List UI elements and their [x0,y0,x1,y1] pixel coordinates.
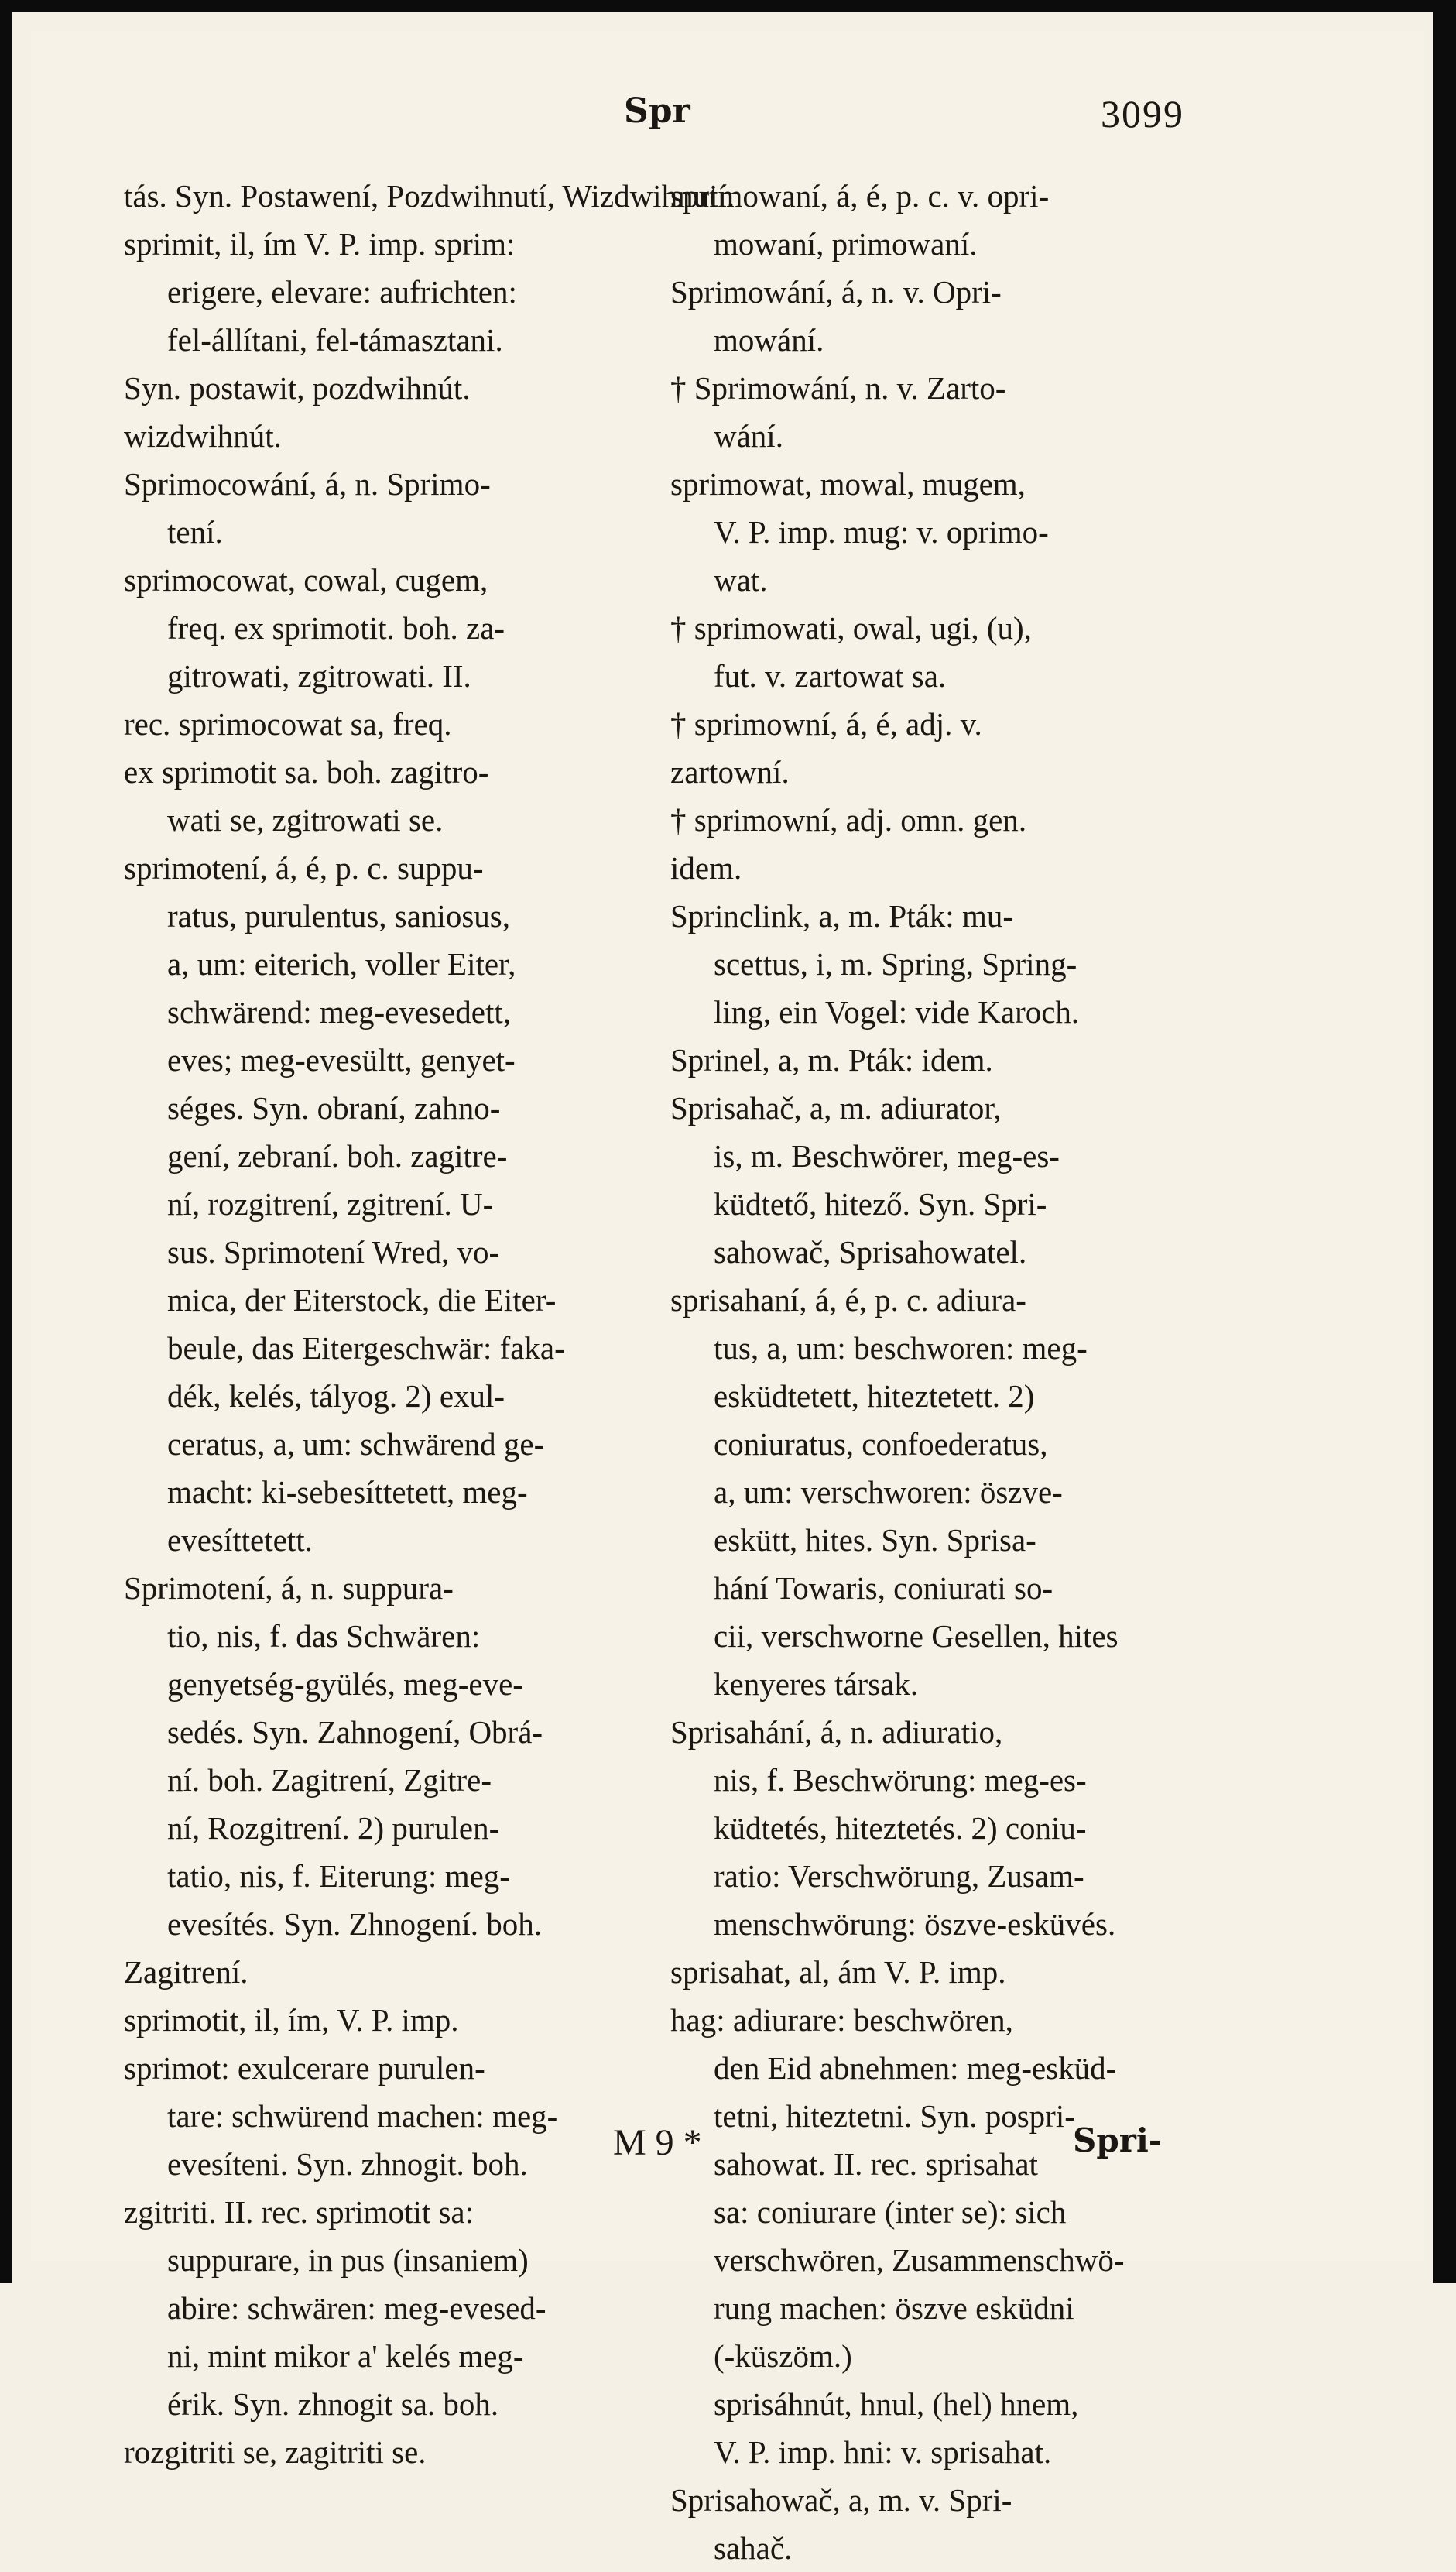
left-column-line: ní, rozgitrení, zgitrení. U- [167,1186,494,1222]
right-column-line: fut. v. zartowat sa. [714,658,947,694]
right-column-line: hání Towaris, coniurati so- [714,1570,1053,1606]
right-column [670,172,1220,2572]
right-column-line: Sprimowání, á, n. v. Opri- [670,274,1002,310]
left-column-line: Sprimocowání, á, n. Sprimo- [124,466,491,502]
right-column-line: küdtetés, hiteztetés. 2) coniu- [714,1810,1087,1846]
right-column-line: ratio: Verschwörung, Zusam- [714,1858,1084,1894]
right-column-line: sprimowaní, á, é, p. c. v. opri- [670,178,1050,214]
right-column-line: is, m. Beschwörer, meg-es- [714,1138,1060,1174]
right-column-line: esküdtetett, hiteztetett. 2) [714,1378,1035,1414]
right-column-line: küdtető, hitező. Syn. Spri- [714,1186,1047,1222]
right-column-line: sprimowat, mowal, mugem, [670,466,1026,502]
left-column-line: evesítés. Syn. Zhnogení. boh. [167,1906,542,1942]
right-column-line: coniuratus, confoederatus, [714,1426,1048,1462]
right-column-line: † Sprimowání, n. v. Zarto- [670,370,1006,406]
right-column-line: sprisáhnút, hnul, (hel) hnem, [714,2386,1079,2422]
page-footer [0,2121,1456,2176]
right-column-line: † sprimowní, adj. omn. gen. [670,802,1027,838]
right-column-line: zartowní. [670,754,790,790]
right-column-line: (-küszöm.) [714,2338,852,2374]
right-column-line: sprisahaní, á, é, p. c. adiura- [670,1282,1026,1318]
scan-border-top [0,0,1456,12]
left-column-line: ní, Rozgitrení. 2) purulen- [167,1810,500,1846]
left-column-line: tare: schwürend machen: meg- [167,2098,558,2134]
left-column-line: abire: schwären: meg-evesed- [167,2290,546,2326]
left-column-line: sus. Sprimotení Wred, vo- [167,1234,500,1270]
right-column-line: Sprisahač, a, m. adiurator, [670,1090,1002,1126]
right-column-line: wat. [714,562,768,598]
scan-border-left [0,0,12,2283]
left-column-line: mica, der Eiterstock, die Eiter- [167,1282,557,1318]
left-column-line: evesíteni. Syn. zhnogit. boh. [167,2146,528,2182]
left-column-line: séges. Syn. obraní, zahno- [167,1090,501,1126]
right-column-line: sahač. [714,2530,793,2566]
right-column-line: † sprimowati, owal, ugi, (u), [670,610,1032,646]
signature-mark: M 9 * [613,2122,702,2163]
right-column-line: rung machen: öszve esküdni [714,2290,1074,2326]
left-column-line: wizdwihnút. [124,418,282,454]
right-column-line: † sprimowní, á, é, adj. v. [670,706,982,742]
left-column-line: ní. boh. Zagitrení, Zgitre- [167,1762,492,1798]
left-column-line: ceratus, a, um: schwärend ge- [167,1426,545,1462]
right-column-line: tus, a, um: beschworen: meg- [714,1330,1088,1366]
left-column-line: evesíttetett. [167,1522,313,1558]
left-column-line: gitrowati, zgitrowati. II. [167,658,471,694]
right-column-line: V. P. imp. mug: v. oprimo- [714,514,1049,550]
right-column-line: sprisahat, al, ám V. P. imp. [670,1954,1006,1990]
right-column-line: mowání. [714,322,824,358]
right-column-line: V. P. imp. hni: v. sprisahat. [714,2434,1052,2470]
right-column-line: Sprinel, a, m. Pták: idem. [670,1042,993,1078]
right-column-line: wání. [714,418,783,454]
left-column-line: rec. sprimocowat sa, freq. [124,706,452,742]
right-column-line: idem. [670,850,742,886]
left-column-line: macht: ki-sebesíttetett, meg- [167,1474,528,1510]
left-column-line: gení, zebraní. boh. zagitre- [167,1138,508,1174]
right-column-line: sahowač, Sprisahowatel. [714,1234,1027,1270]
left-column-line: Sprimotení, á, n. suppura- [124,1570,454,1606]
right-column-line: tetni, hiteztetni. Syn. pospri- [714,2098,1075,2134]
left-column-line: sprimit, il, ím V. P. imp. sprim: [124,226,516,262]
left-column-line: tení. [167,514,223,550]
right-column-line: hag: adiurare: beschwören, [670,2002,1013,2038]
right-column-line: a, um: verschworen: öszve- [714,1474,1063,1510]
right-column-line: sa: coniurare (inter se): sich [714,2194,1067,2230]
scan-border-right [1433,0,1456,2283]
left-column-line: érik. Syn. zhnogit sa. boh. [167,2386,499,2422]
left-column-line: a, um: eiterich, voller Eiter, [167,946,516,982]
left-column-line: ni, mint mikor a' kelés meg- [167,2338,524,2374]
right-column-line: scettus, i, m. Spring, Spring- [714,946,1077,982]
catchword: Spri- [1073,2121,1163,2159]
left-column-line: freq. ex sprimotit. boh. za- [167,610,505,646]
left-column-line: ratus, purulentus, saniosus, [167,898,510,934]
right-column-line: Sprinclink, a, m. Pták: mu- [670,898,1013,934]
left-column-line: wati se, zgitrowati se. [167,802,444,838]
left-column-line: sprimocowat, cowal, cugem, [124,562,488,598]
right-column-line: cii, verschworne Gesellen, hites [714,1618,1119,1654]
left-column-line: zgitriti. II. rec. sprimotit sa: [124,2194,474,2230]
right-column-line: den Eid abnehmen: meg-esküd- [714,2050,1117,2086]
left-column-line: suppurare, in pus (insaniem) [167,2242,529,2278]
left-column-line: Syn. postawit, pozdwihnút. [124,370,471,406]
right-column-line: sahowat. II. rec. sprisahat [714,2146,1038,2182]
left-column-line: sedés. Syn. Zahnogení, Obrá- [167,1714,543,1750]
left-column-line: fel-állítani, fel-támasztani. [167,322,503,358]
left-column-line: genyetség-gyülés, meg-eve- [167,1666,523,1702]
right-column-line: menschwörung: öszve-esküvés. [714,1906,1116,1942]
right-column-line: nis, f. Beschwörung: meg-es- [714,1762,1087,1798]
left-column-line: schwärend: meg-evesedett, [167,994,511,1030]
left-column-line: rozgitriti se, zagitriti se. [124,2434,427,2470]
running-headword: Spr [624,91,690,131]
left-column-line: eves; meg-evesültt, genyet- [167,1042,516,1078]
left-column-line: beule, das Eitergeschwär: faka- [167,1330,565,1366]
right-column-line: Sprisahání, á, n. adiuratio, [670,1714,1003,1750]
page-number: 3099 [1101,92,1184,135]
right-column-line: verschwören, Zusammenschwö- [714,2242,1125,2278]
left-column-line: sprimotení, á, é, p. c. suppu- [124,850,484,886]
right-column-line: eskütt, hites. Syn. Sprisa- [714,1522,1036,1558]
right-column-line: ling, ein Vogel: vide Karoch. [714,994,1080,1030]
left-column-line: dék, kelés, tályog. 2) exul- [167,1378,505,1414]
running-head [0,91,1456,138]
left-column-line: ex sprimotit sa. boh. zagitro- [124,754,489,790]
right-column-line: kenyeres társak. [714,1666,919,1702]
left-column-line: sprimotit, il, ím, V. P. imp. [124,2002,459,2038]
left-column-line: sprimot: exulcerare purulen- [124,2050,485,2086]
left-column-line: tás. Syn. Postawení, Pozdwihnutí, Wizdwihnutí. [124,178,735,214]
left-column-line: tio, nis, f. das Schwären: [167,1618,481,1654]
right-column-line: mowaní, primowaní. [714,226,978,262]
left-column-line: Zagitrení. [124,1954,248,1990]
left-column-line: tatio, nis, f. Eiterung: meg- [167,1858,510,1894]
right-column-line: Sprisahowač, a, m. v. Spri- [670,2482,1012,2518]
left-column-line: erigere, elevare: aufrichten: [167,274,517,310]
